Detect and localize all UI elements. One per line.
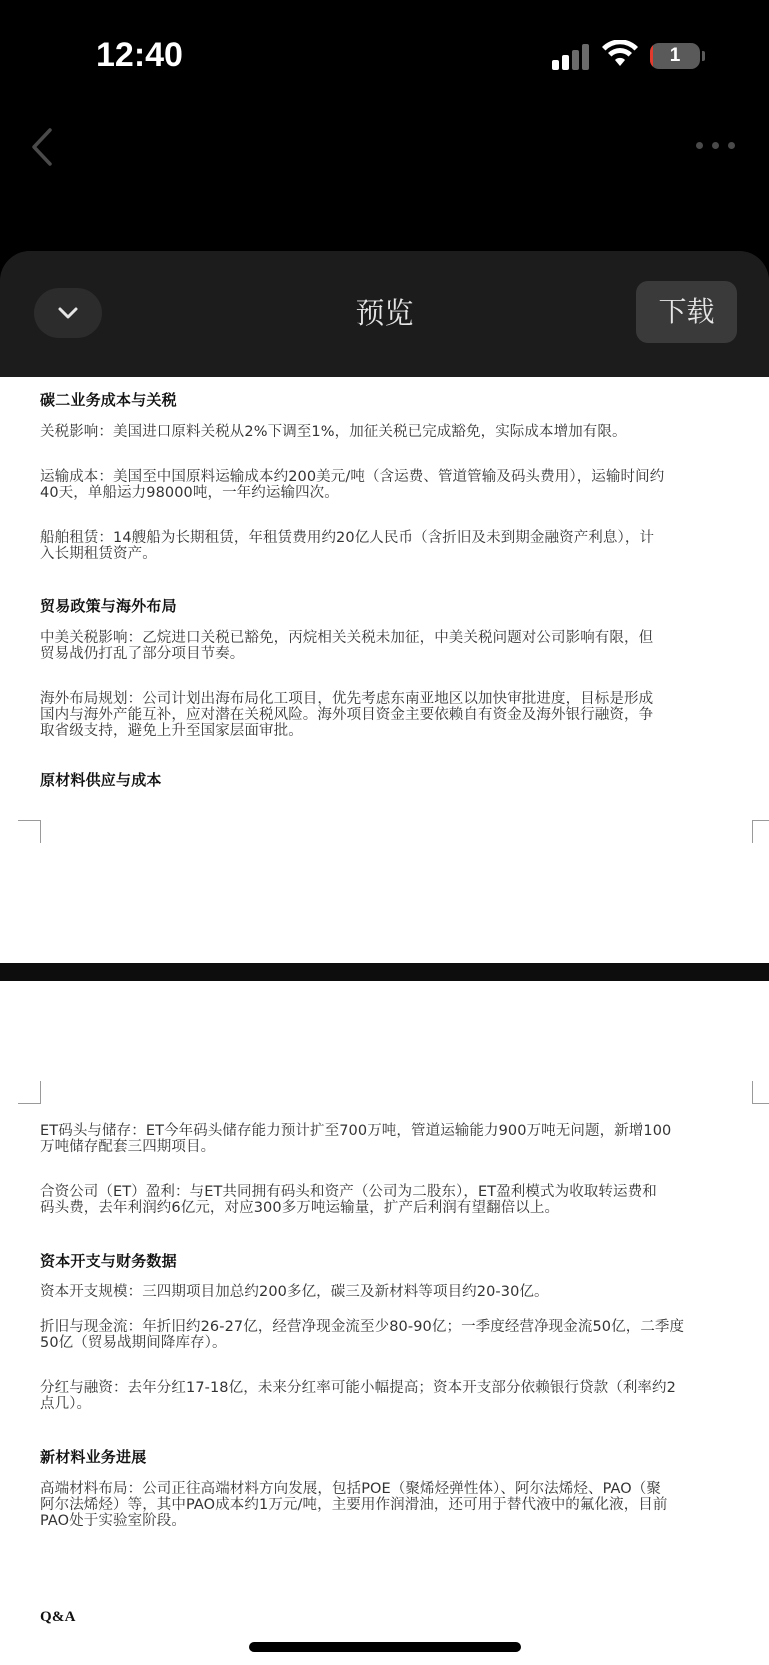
paragraph-cont: PAO处于实验室阶段。: [40, 1513, 186, 1529]
cellular-signal-icon: [552, 44, 592, 70]
sheet-title: 预览: [355, 296, 414, 330]
paragraph: 运输成本：美国至中国原料运输成本约200美元/吨（含运费、管道管输及码头费用），运输时间约: [40, 469, 665, 485]
paragraph-cont: 入长期租赁资产。: [40, 546, 157, 562]
status-bar: [0, 0, 769, 110]
section-heading: 原材料供应与成本: [40, 771, 162, 789]
paragraph: 船舶租赁：14艘船为长期租赁，年租赁费用约20亿人民币（含折旧及未到期金融资产利息），计: [40, 530, 655, 546]
section-heading: 贸易政策与海外布局: [40, 597, 177, 615]
paragraph: 高端材料布局：公司正往高端材料方向发展，包括POE（聚烯烃弹性体）、阿尔法烯烃、PAO（聚: [40, 1481, 661, 1497]
paragraph-cont: 阿尔法烯烃）等，其中PAO成本约1万元/吨，主要用作润滑油，还可用于替代液中的氟化液，目前: [40, 1497, 668, 1513]
crop-mark: [18, 820, 41, 843]
paragraph-cont: 码头费，去年利润约6亿元，对应300多万吨运输量，扩产后利润有望翻倍以上。: [40, 1200, 560, 1216]
paragraph: 海外布局规划：公司计划出海布局化工项目，优先考虑东南亚地区以加快审批进度，目标是形成: [40, 691, 654, 707]
wifi-icon: [602, 40, 638, 68]
section-heading: 资本开支与财务数据: [40, 1252, 177, 1270]
paragraph: 资本开支规模：三四期项目加总约200多亿，碳三及新材料等项目约20-30亿。: [40, 1284, 549, 1300]
paragraph-cont: 国内与海外产能互补，应对潜在关税风险。海外项目资金主要依赖自有资金及海外银行融资，争: [40, 707, 654, 723]
back-chevron-icon[interactable]: [28, 124, 58, 170]
paragraph: 关税影响：美国进口原料关税从2%下调至1%，加征关税已完成豁免，实际成本增加有限。: [40, 424, 627, 440]
section-heading: Q&A: [40, 1609, 76, 1625]
section-heading: 碳二业务成本与关税: [40, 391, 177, 409]
document-page: [0, 377, 769, 963]
sheet-header: [0, 251, 769, 376]
page-separator: [0, 963, 769, 981]
paragraph-cont: 万吨储存配套三四期项目。: [40, 1139, 216, 1155]
paragraph: 中美关税影响：乙烷进口关税已豁免，丙烷相关关税未加征，中美关税问题对公司影响有限，但: [40, 630, 654, 646]
clock: 12:40: [96, 36, 183, 74]
document-page: [0, 981, 769, 1665]
download-button[interactable]: 下载: [636, 281, 737, 343]
crop-mark: [752, 1081, 769, 1104]
paragraph-cont: 点几）。: [40, 1396, 92, 1412]
home-indicator[interactable]: [249, 1642, 521, 1652]
paragraph: 折旧与现金流：年折旧约26-27亿，经营净现金流至少80-90亿；一季度经营净现金流50亿，二季度: [40, 1319, 685, 1335]
paragraph: ET码头与储存：ET今年码头储存能力预计扩至700万吨，管道运输能力900万吨无问题，新增100: [40, 1123, 672, 1139]
paragraph-cont: 50亿（贸易战期间降库存）。: [40, 1335, 227, 1351]
paragraph: 分红与融资：去年分红17-18亿，未来分红率可能小幅提高；资本开支部分依赖银行贷款（利率约2: [40, 1380, 676, 1396]
more-options-icon[interactable]: [692, 136, 740, 156]
battery-level: 1: [669, 45, 681, 66]
paragraph-cont: 贸易战仍打乱了部分项目节奏。: [40, 646, 245, 662]
crop-mark: [18, 1081, 41, 1104]
paragraph: 合资公司（ET）盈利：与ET共同拥有码头和资产（公司为二股东），ET盈利模式为收取转运费和: [40, 1184, 657, 1200]
battery-icon: [650, 43, 700, 69]
crop-mark: [752, 820, 769, 843]
section-heading: 新材料业务进展: [40, 1448, 147, 1466]
paragraph-cont: 40天，单船运力98000吨，一年约运输四次。: [40, 485, 339, 501]
paragraph-cont: 取省级支持，避免上升至国家层面审批。: [40, 723, 303, 739]
